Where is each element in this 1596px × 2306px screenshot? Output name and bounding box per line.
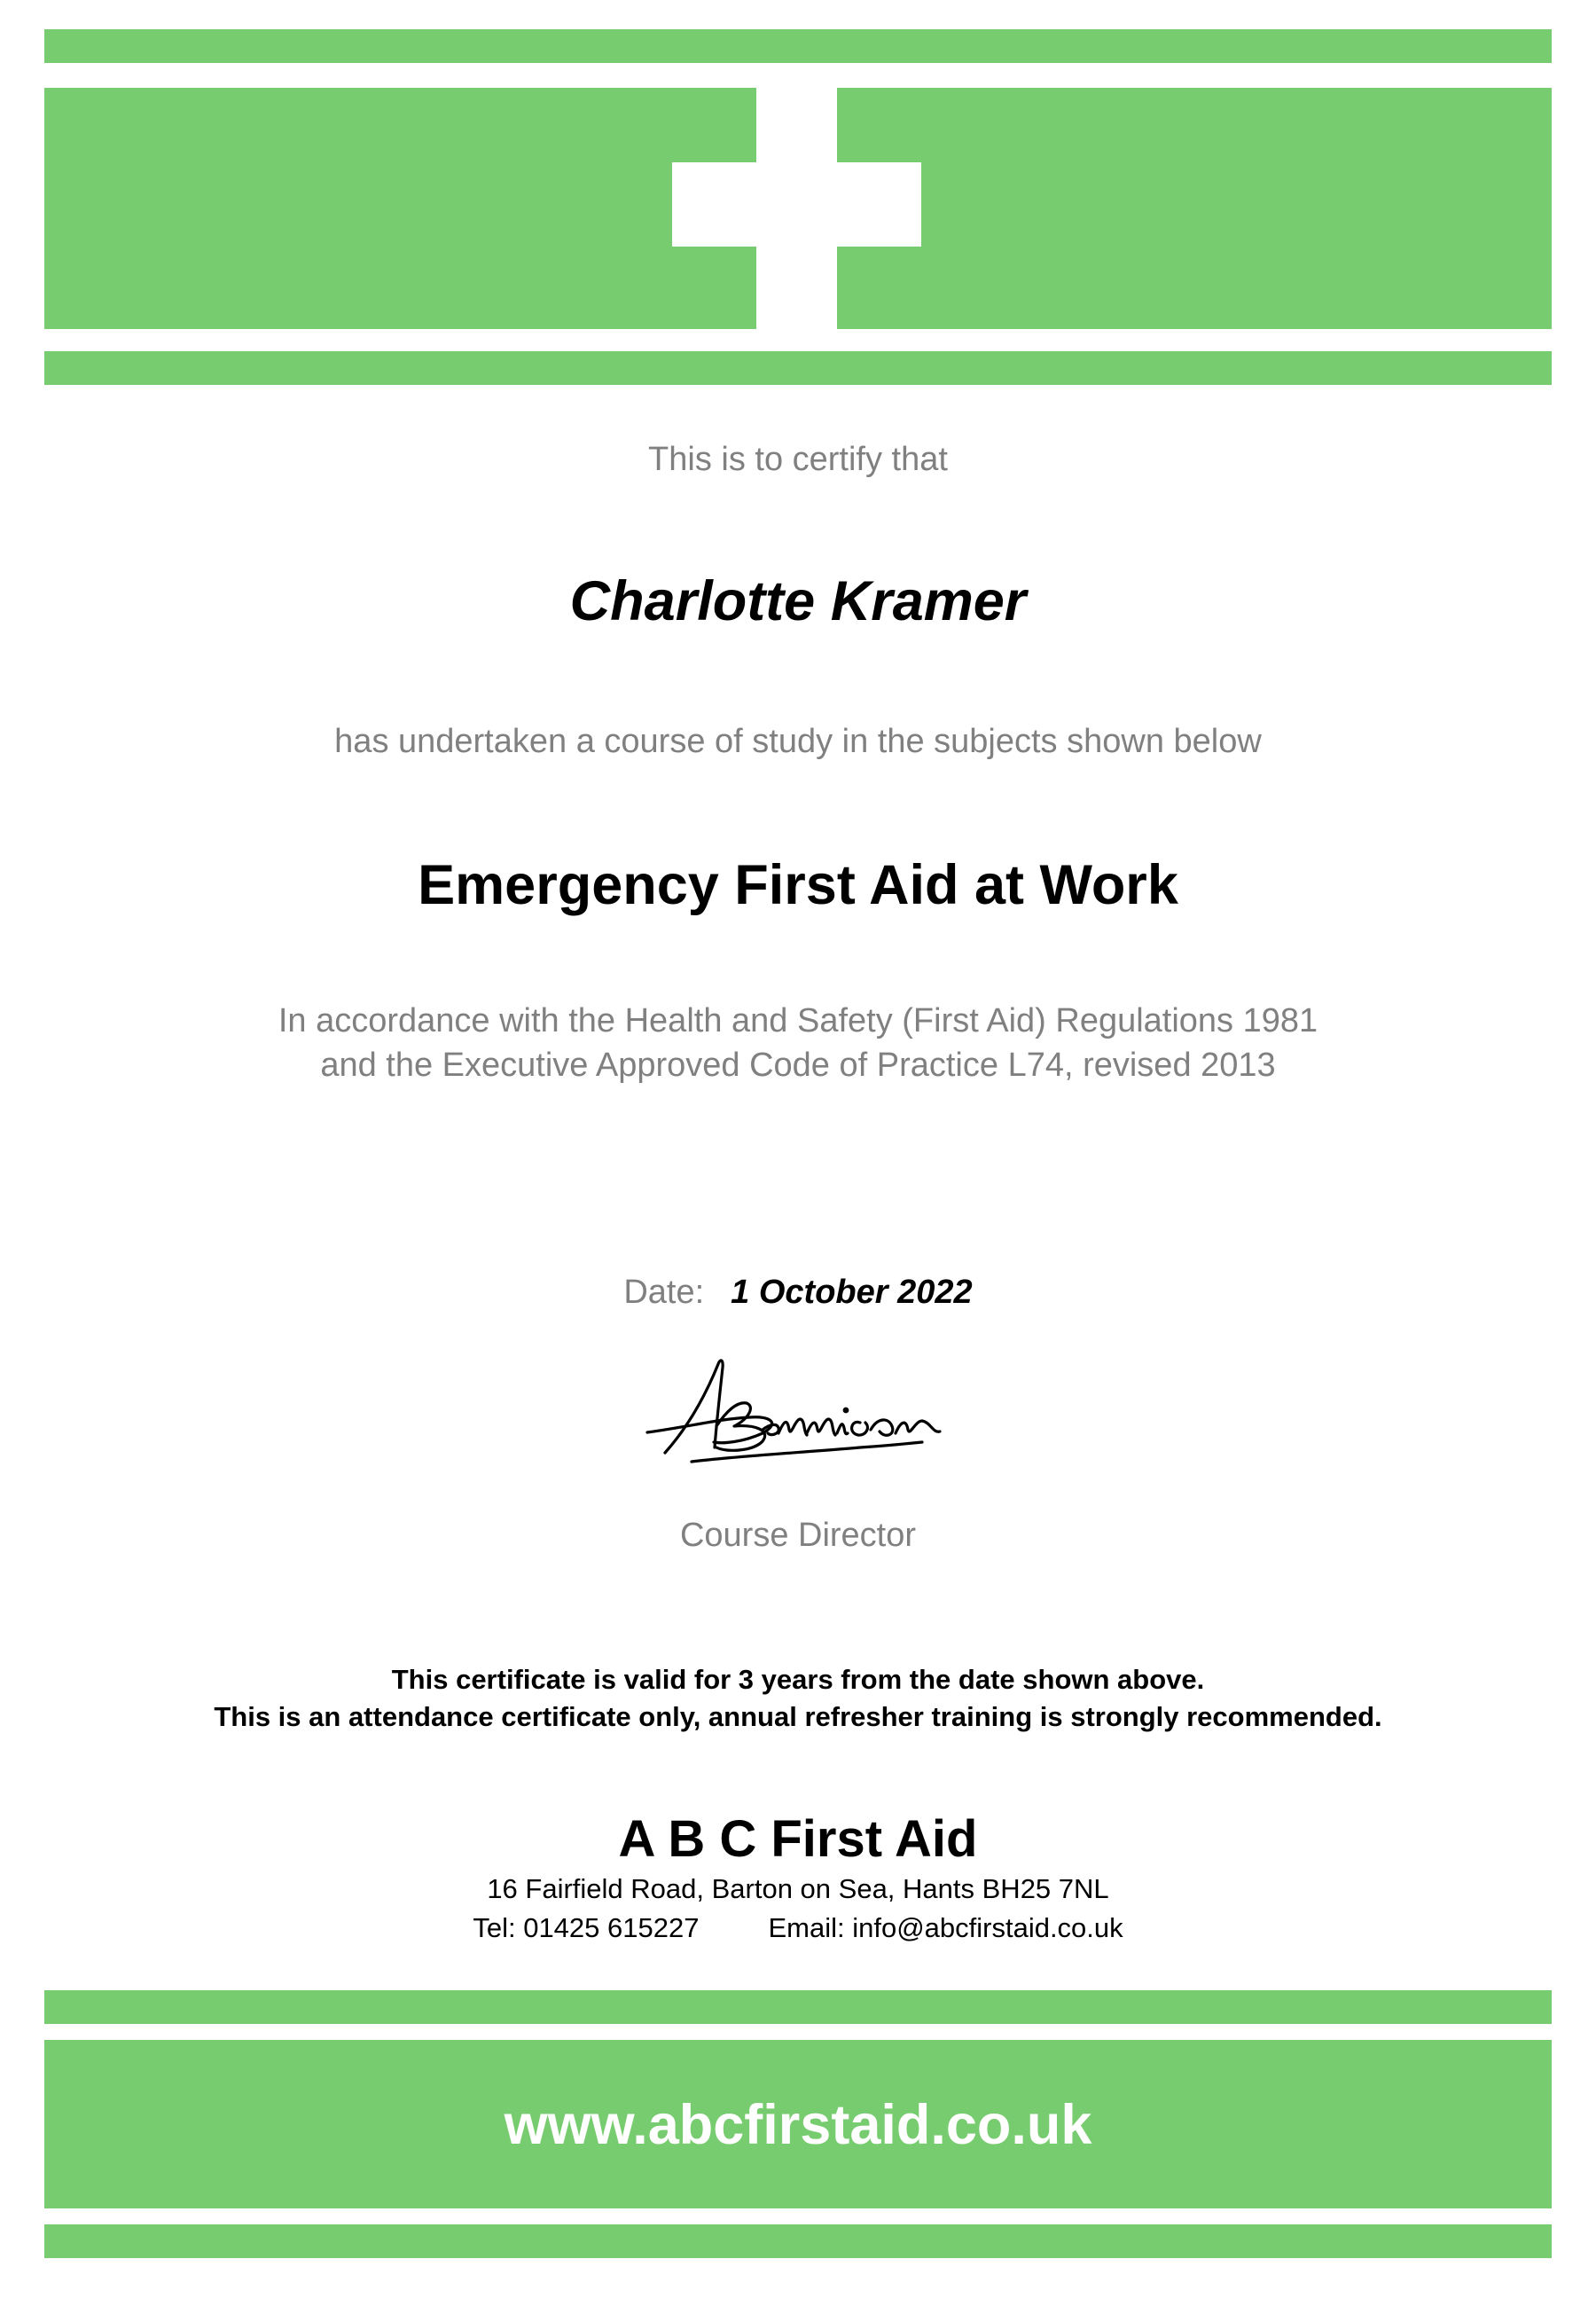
organization-contact (0, 1912, 1596, 1944)
signer-role: Course Director (679, 1517, 917, 1554)
regulation-line-1: In accordance with the Health and Safety (First Aid) Regulations 1981 (278, 1002, 1318, 1039)
header-top-stripe (44, 29, 1552, 63)
recipient-name: Charlotte Kramer (569, 570, 1027, 632)
course-intro: has undertaken a course of study in the subjects shown below (334, 723, 1262, 760)
course-title: Emergency First Aid at Work (418, 854, 1178, 916)
date-label: Date: (623, 1274, 705, 1311)
date-row (0, 1274, 1596, 1312)
attendance-notice: This is an attendance certificate only, annual refresher training is strongly recommended. (214, 1701, 1382, 1732)
footer-bottom-stripe (44, 2224, 1552, 2258)
header-bottom-stripe (44, 351, 1552, 385)
website-url: www.abcfirstaid.co.uk (504, 2094, 1092, 2156)
white-cross-icon (672, 162, 756, 247)
footer-banner (44, 2040, 1552, 2208)
regulation-line-2: and the Executive Approved Code of Practice L74, revised 2013 (320, 1047, 1276, 1084)
date-value: 1 October 2022 (731, 1274, 973, 1311)
organization-email: Email: info@abcfirstaid.co.uk (768, 1912, 1123, 1943)
organization-name: A B C First Aid (618, 1810, 978, 1868)
header-banner-right (837, 88, 1552, 329)
validity-notice: This certificate is valid for 3 years from the date shown above. (391, 1664, 1205, 1695)
organization-address: 16 Fairfield Road, Barton on Sea, Hants BH25 7NL (487, 1873, 1109, 1904)
footer-top-stripe (44, 1990, 1552, 2024)
signature (638, 1348, 966, 1481)
certify-intro: This is to certify that (648, 441, 948, 478)
organization-phone: Tel: 01425 615227 (473, 1912, 700, 1943)
header-banner-left (44, 88, 756, 329)
white-cross-arm (837, 162, 921, 247)
